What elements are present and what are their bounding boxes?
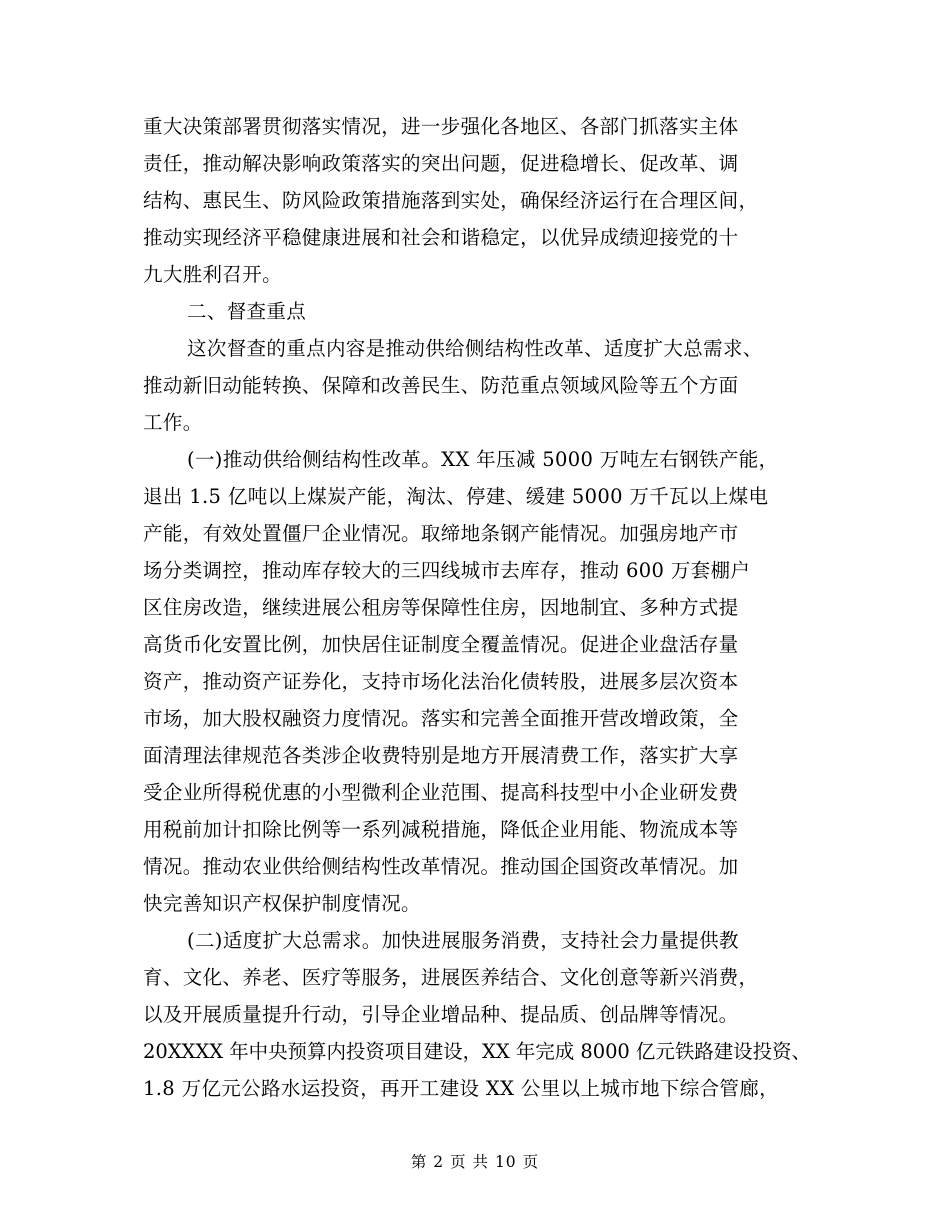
text-line: 市场，加大股权融资力度情况。落实和完善全面推开营改增政策，全 (143, 707, 739, 730)
text-line: 结构、惠民生、防风险政策措施落到实处，确保经济运行在合理区间， (143, 189, 759, 212)
document-body (143, 108, 813, 1107)
text-line: 快完善知识产权保护制度情况。 (143, 892, 421, 915)
text-line: 面清理法律规范各类涉企收费特别是地方开展清费工作，落实扩大享 (143, 744, 739, 767)
text-line: 推动实现经济平稳健康进展和社会和谐稳定，以优异成绩迎接党的十 (143, 226, 739, 249)
page-footer: 第 2 页 共 10 页 (410, 1153, 540, 1171)
text-line: (一)推动供给侧结构性改革。XX 年压减 5000 万吨左右钢铁产能， (187, 448, 779, 471)
text-line: 以及开展质量提升行动，引导企业增品种、提品质、创品牌等情况。 (143, 1003, 739, 1026)
text-line: 产能，有效处置僵尸企业情况。取缔地条钢产能情况。加强房地产市 (143, 522, 739, 545)
text-line: (二)适度扩大总需求。加快进展服务消费，支持社会力量提供教 (187, 929, 739, 952)
text-line: 受企业所得税优惠的小型微利企业范围、提高科技型中小企业研发费 (143, 781, 739, 804)
text-line: 工作。 (143, 411, 203, 434)
text-line: 这次督查的重点内容是推动供给侧结构性改革、适度扩大总需求、 (187, 337, 763, 360)
text-line: 退出 1.5 亿吨以上煤炭产能，淘汰、停建、缓建 5000 万千瓦以上煤电 (143, 485, 769, 508)
text-line: 情况。推动农业供给侧结构性改革情况。推动国企国资改革情况。加 (143, 855, 739, 878)
text-line: 九大胜利召开。 (143, 263, 282, 286)
text-line: 资产，推动资产证券化，支持市场化法治化债转股，进展多层次资本 (143, 670, 739, 693)
text-line: 1.8 万亿元公路水运投资，再开工建设 XX 公里以上城市地下综合管廊， (143, 1077, 779, 1100)
text-line: 二、督查重点 (187, 300, 307, 323)
text-line: 推动新旧动能转换、保障和改善民生、防范重点领域风险等五个方面 (143, 374, 739, 397)
text-line: 用税前加计扣除比例等一系列减税措施，降低企业用能、物流成本等 (143, 818, 739, 841)
text-line: 育、文化、养老、医疗等服务，进展医养结合、文化创意等新兴消费， (143, 966, 759, 989)
text-line: 场分类调控，推动库存较大的三四线城市去库存，推动 600 万套棚户 (143, 559, 751, 582)
text-line: 高货币化安置比例，加快居住证制度全覆盖情况。促进企业盘活存量 (143, 633, 739, 656)
text-line: 20XXXX 年中央预算内投资项目建设，XX 年完成 8000 亿元铁路建设投资、 (143, 1040, 811, 1063)
text-line: 重大决策部署贯彻落实情况，进一步强化各地区、各部门抓落实主体 (143, 115, 739, 138)
text-line: 责任，推动解决影响政策落实的突出问题，促进稳增长、促改革、调 (143, 152, 739, 175)
text-line: 区住房改造，继续进展公租房等保障性住房，因地制宜、多种方式提 (143, 596, 739, 619)
